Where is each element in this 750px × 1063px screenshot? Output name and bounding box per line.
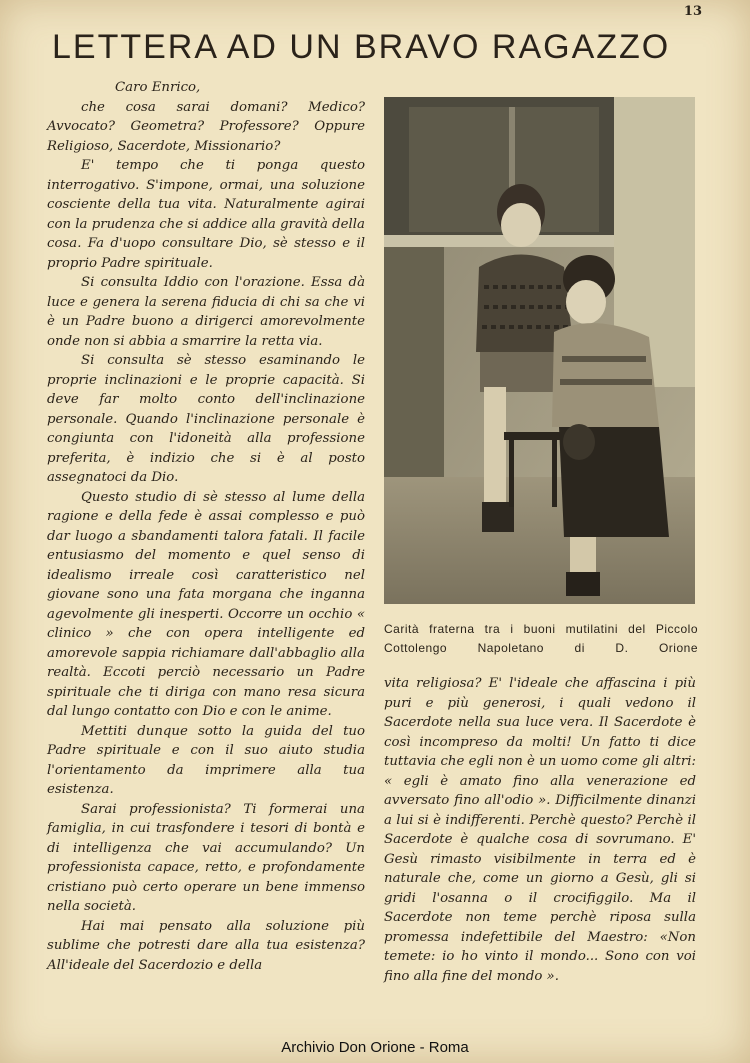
paragraph: Questo studio di sè stesso al lume della ragione e della fede è assai complesso e può dar luogo a sbandamenti talora fatali. Il facile entusiasmo del momento e quel senso di idealismo irreale così caratteristico nel giovane sono una fata morgana che inganna agevolmente gli inesperti. Occorre un occhio « clinico » che con opera intelligente ed amorevole sappia richiamare dall'abbaglio alla realtà. Eccoti perciò necessario un Padre spirituale che ti diriga con mano resa sicura dal lungo contatto con Dio e con le anime. <box>47 489 365 719</box>
archive-footer: Archivio Don Orione - Roma <box>281 1039 469 1056</box>
paragraph: Si consulta Iddio con l'orazione. Essa dà luce e genera la serena fiducia di chi sa che vi è un Padre buono a dirigerci amorevolmente onde non si abbia a smarrire la retta via. <box>47 275 365 349</box>
left-text-column <box>47 78 365 975</box>
salutation: Caro Enrico, <box>115 80 201 95</box>
article-title: LETTERA AD UN BRAVO RAGAZZO <box>52 28 671 66</box>
paragraph: Sarai professionista? Ti formerai una famiglia, in cui trasfondere i tesori di bontà e di intelligenza che vai accumulando? Un professionista capace, retto, e profondamente cristiano può certo operare un bene immenso nella società. <box>47 801 365 914</box>
paragraph: E' tempo che ti ponga questo interrogativo. S'impone, ormai, una soluzione cosciente della tua vita. Naturalmente agirai con la prudenza che si addice alla gravità della cosa. Fa d'uopo consultare Dio, sè stesso e il proprio Padre spirituale. <box>47 158 365 271</box>
paragraph: Hai mai pensato alla soluzione più sublime che potresti dare alla tua esistenza? All'ideale del Sacerdozio e della <box>47 918 365 973</box>
photo-caption: Carità fraterna tra i buoni mutilatini del Piccolo Cottolengo Napoletano di D. Orione <box>384 622 698 655</box>
page-number: 13 <box>683 4 702 19</box>
photo-illustration <box>384 97 695 604</box>
paragraph: che cosa sarai domani? Medico? Avvocato? Geometra? Professore? Oppure Religioso, Sacerdote, Missionario? <box>47 99 365 154</box>
paragraph: Si consulta sè stesso esaminando le proprie inclinazioni e le proprie capacità. Si deve far molto conto dell'inclinazione personale. Quando l'inclinazione personale è congiunta con l'idoneità alla professione preferita, è indizio che si è al posto assegnatoci da Dio. <box>47 353 365 485</box>
photograph-two-boys <box>384 97 695 604</box>
right-text-column <box>384 674 696 986</box>
paragraph: Mettiti dunque sotto la guida del tuo Padre spirituale e con il suo aiuto studia l'orientamento da imprimere alla tua esistenza. <box>47 723 365 797</box>
paragraph: vita religiosa? E' l'ideale che affascina i più puri e più generosi, i quali vedono il Sacerdote nella sua luce vera. Il Sacerdote è così incompreso da molti! Un fatto ti dice tuttavia che egli non è un uomo come gli altri: « egli è amato fino alla venerazione ed avversato fino all'odio ». Difficilmente dinanzi a lui si è indifferenti. Perchè questo? Perchè il Sacerdote è qualche cosa di sovrumano. E' Gesù rimasto visibilmente in terra ed è naturale che, come un giorno a Gesù, gli si gridi l'osanna o il crocifiggilo. Ma il Sacerdote non teme perchè riposa sulla promessa indefettibile del Maestro: «Non temete: io ho vinto il mondo... Sono con voi fino alla fine del mondo ». <box>384 676 696 984</box>
